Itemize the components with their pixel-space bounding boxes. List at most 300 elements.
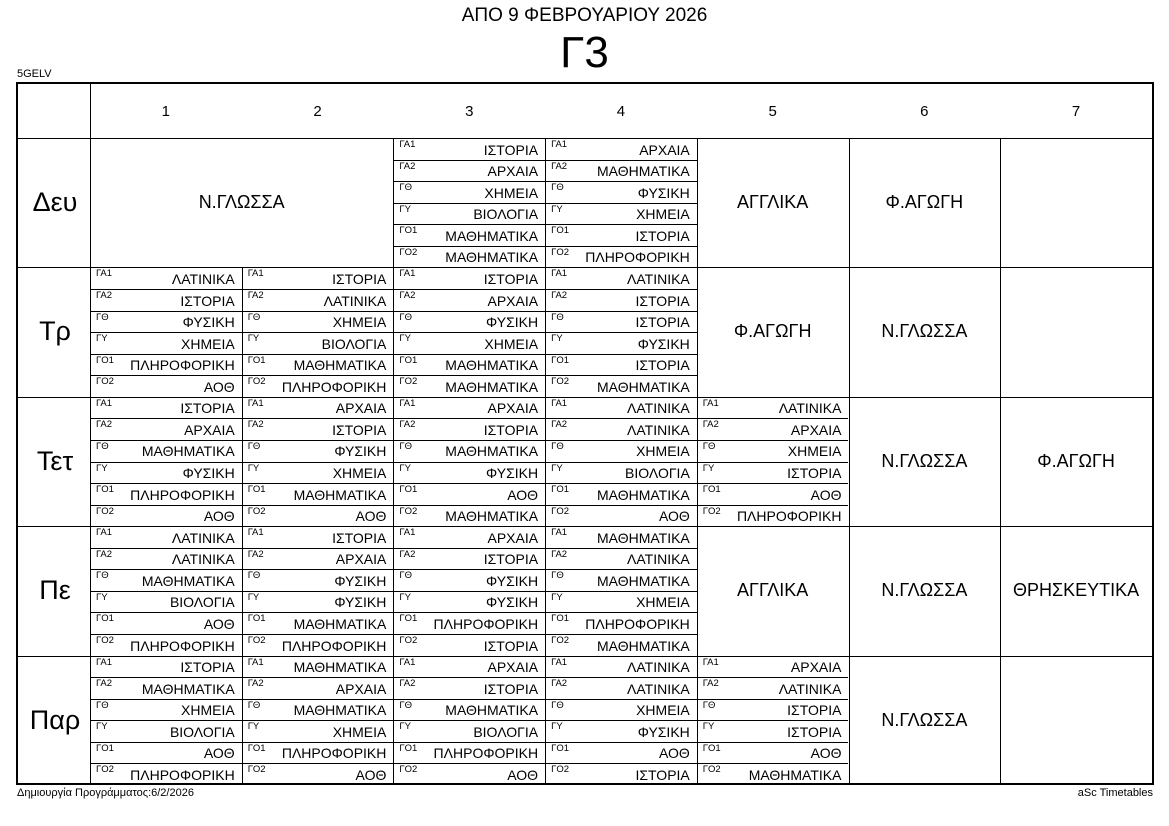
subject-name: ΧΗΜΕΙΑ bbox=[636, 443, 690, 460]
group-lesson bbox=[242, 699, 394, 721]
group-label: ΓΑ2 bbox=[247, 678, 264, 690]
group-lesson bbox=[545, 181, 697, 203]
subject-name: ΜΑΘΗΜΑΤΙΚΑ bbox=[445, 702, 539, 719]
period-header-1: 1 bbox=[161, 103, 171, 120]
subject-name: ΧΗΜΕΙΑ bbox=[484, 335, 539, 352]
footer-brand: aSc Timetables bbox=[1077, 787, 1153, 799]
group-lesson bbox=[545, 289, 697, 311]
group-label: ΓΑ2 bbox=[399, 160, 416, 172]
group-label: ΓΑ2 bbox=[702, 678, 719, 690]
group-label: ΓΑ1 bbox=[551, 397, 568, 409]
timetable-grid bbox=[16, 82, 1154, 785]
group-lesson bbox=[90, 311, 242, 333]
group-lesson bbox=[393, 160, 545, 182]
group-label: ΓΟ2 bbox=[551, 246, 569, 258]
subject-name: ΒΙΟΛΟΓΙΑ bbox=[473, 206, 539, 223]
group-label: ΓΑ1 bbox=[399, 268, 416, 280]
subject-name: ΧΗΜΕΙΑ bbox=[332, 465, 387, 482]
subject-name: ΠΛΗΡΟΦΟΡΙΚΗ bbox=[433, 616, 539, 633]
group-lesson bbox=[242, 656, 394, 678]
day-label: Πε bbox=[39, 575, 71, 606]
group-label: ΓΥ bbox=[399, 203, 411, 215]
group-lesson bbox=[393, 591, 545, 613]
lesson-cell bbox=[1000, 656, 1152, 785]
group-label: ΓΑ1 bbox=[551, 527, 568, 539]
group-lesson bbox=[242, 462, 394, 484]
group-lesson bbox=[545, 612, 697, 634]
subject-name: ΙΣΤΟΡΙΑ bbox=[483, 421, 539, 438]
group-label: ΓΑ2 bbox=[96, 678, 112, 690]
group-label: ΓΟ2 bbox=[247, 505, 266, 517]
group-label: ΓΟ1 bbox=[551, 742, 569, 754]
subject-name: ΙΣΤΟΡΙΑ bbox=[787, 723, 842, 740]
group-lesson bbox=[242, 526, 394, 548]
group-label: ΓΘ bbox=[551, 699, 564, 711]
group-label: ΓΟ2 bbox=[702, 505, 721, 517]
group-label: ΓΟ1 bbox=[702, 742, 721, 754]
subject-name: ΠΛΗΡΟΦΟΡΙΚΗ bbox=[585, 249, 690, 266]
group-label: ΓΥ bbox=[399, 333, 411, 345]
group-label: ΓΟ1 bbox=[399, 742, 418, 754]
lesson-cell: Φ.ΑΓΩΓΗ bbox=[1037, 450, 1115, 471]
period-header-7: 7 bbox=[1071, 103, 1081, 120]
group-lesson bbox=[242, 763, 394, 785]
subject-name: ΑΟΘ bbox=[355, 766, 387, 783]
subject-name: ΙΣΤΟΡΙΑ bbox=[483, 680, 539, 697]
timetable-subtitle: ΑΠΟ 9 ΦΕΒΡΟΥΑΡΙΟΥ 2026 bbox=[461, 5, 708, 26]
subject-name: ΧΗΜΕΙΑ bbox=[636, 206, 690, 223]
subject-name: ΙΣΤΟΡΙΑ bbox=[483, 551, 539, 568]
group-label: ΓΑ1 bbox=[96, 397, 112, 409]
lesson-cell: Φ.ΑΓΩΓΗ bbox=[885, 192, 964, 212]
subject-name: ΠΛΗΡΟΦΟΡΙΚΗ bbox=[130, 766, 235, 783]
group-lesson bbox=[697, 483, 849, 505]
group-lesson bbox=[90, 332, 242, 354]
group-label: ΓΟ1 bbox=[96, 742, 114, 754]
group-lesson bbox=[90, 267, 242, 289]
group-lesson bbox=[393, 224, 545, 246]
group-label: ΓΟ2 bbox=[551, 635, 569, 647]
group-label: ΓΟ2 bbox=[399, 246, 418, 258]
group-lesson bbox=[545, 160, 697, 182]
group-label: ΓΑ2 bbox=[96, 548, 112, 560]
group-label: ΓΑ2 bbox=[247, 548, 264, 560]
group-lesson bbox=[393, 677, 545, 699]
group-lesson bbox=[90, 483, 242, 505]
subject-name: ΑΟΘ bbox=[507, 486, 539, 503]
group-label: ΓΘ bbox=[96, 570, 109, 582]
subject-name: ΙΣΤΟΡΙΑ bbox=[787, 702, 842, 719]
group-lesson bbox=[697, 720, 849, 742]
group-label: ΓΟ2 bbox=[247, 635, 266, 647]
group-lesson bbox=[545, 548, 697, 570]
group-lesson bbox=[393, 203, 545, 225]
group-label: ΓΥ bbox=[551, 462, 563, 474]
subject-name: ΜΑΘΗΜΑΤΙΚΑ bbox=[596, 378, 690, 395]
subject-name: ΛΑΤΙΝΙΚΑ bbox=[171, 529, 235, 546]
group-lesson bbox=[242, 375, 394, 397]
subject-name: ΠΛΗΡΟΦΟΡΙΚΗ bbox=[130, 486, 235, 503]
subject-name: ΧΗΜΕΙΑ bbox=[636, 594, 690, 611]
group-lesson bbox=[697, 656, 849, 678]
group-label: ΓΘ bbox=[96, 311, 109, 323]
group-lesson bbox=[697, 505, 849, 527]
subject-name: ΑΟΘ bbox=[203, 616, 235, 633]
subject-name: ΑΡΧΑΙΑ bbox=[487, 163, 539, 180]
group-lesson bbox=[697, 397, 849, 419]
group-label: ΓΑ2 bbox=[702, 419, 719, 431]
group-lesson bbox=[242, 505, 394, 527]
group-label: ΓΑ2 bbox=[551, 289, 568, 301]
group-label: ΓΘ bbox=[399, 311, 413, 323]
group-label: ΓΘ bbox=[551, 440, 564, 452]
group-lesson bbox=[545, 569, 697, 591]
group-label: ΓΘ bbox=[96, 440, 109, 452]
subject-name: ΙΣΤΟΡΙΑ bbox=[635, 357, 690, 374]
lesson-cell bbox=[1000, 267, 1152, 396]
group-label: ΓΘ bbox=[399, 440, 413, 452]
group-lesson bbox=[545, 375, 697, 397]
group-lesson bbox=[242, 483, 394, 505]
group-lesson bbox=[90, 720, 242, 742]
group-lesson bbox=[393, 138, 545, 160]
group-label: ΓΟ1 bbox=[96, 354, 114, 366]
group-lesson bbox=[393, 462, 545, 484]
subject-name: ΛΑΤΙΝΙΚΑ bbox=[323, 292, 387, 309]
group-lesson bbox=[242, 418, 394, 440]
group-lesson bbox=[90, 289, 242, 311]
group-label: ΓΘ bbox=[247, 311, 261, 323]
subject-name: ΜΑΘΗΜΑΤΙΚΑ bbox=[293, 702, 387, 719]
group-lesson bbox=[545, 720, 697, 742]
day-label: Τρ bbox=[39, 316, 71, 347]
group-label: ΓΟ1 bbox=[96, 484, 114, 496]
subject-name: ΑΡΧΑΙΑ bbox=[184, 421, 235, 438]
group-lesson bbox=[393, 742, 545, 764]
lesson-cell: ΑΓΓΛΙΚΑ bbox=[737, 580, 809, 601]
group-label: ΓΘ bbox=[96, 699, 109, 711]
day-label: Δευ bbox=[32, 187, 78, 217]
group-label: ΓΟ1 bbox=[247, 613, 266, 625]
group-lesson bbox=[545, 656, 697, 678]
subject-name: ΠΛΗΡΟΦΟΡΙΚΗ bbox=[281, 378, 387, 395]
subject-name: ΦΥΣΙΚΗ bbox=[182, 314, 235, 331]
lesson-cell: ΑΓΓΛΙΚΑ bbox=[737, 192, 809, 212]
group-lesson bbox=[545, 483, 697, 505]
group-label: ΓΑ1 bbox=[399, 139, 416, 150]
group-lesson bbox=[242, 612, 394, 634]
group-lesson bbox=[242, 354, 394, 376]
subject-name: ΠΛΗΡΟΦΟΡΙΚΗ bbox=[130, 637, 235, 654]
group-lesson bbox=[393, 763, 545, 785]
group-label: ΓΟ2 bbox=[96, 635, 114, 647]
lesson-cell: Ν.ΓΛΩΣΣΑ bbox=[198, 192, 285, 212]
group-lesson bbox=[393, 526, 545, 548]
subject-name: ΜΑΘΗΜΑΤΙΚΑ bbox=[293, 616, 387, 633]
group-label: ΓΥ bbox=[247, 591, 260, 603]
group-lesson bbox=[90, 763, 242, 785]
lesson-cell: Ν.ΓΛΩΣΣΑ bbox=[881, 580, 968, 601]
group-lesson bbox=[545, 267, 697, 289]
group-lesson bbox=[545, 634, 697, 656]
group-lesson bbox=[242, 267, 394, 289]
group-label: ΓΟ2 bbox=[551, 376, 569, 388]
subject-name: ΠΛΗΡΟΦΟΡΙΚΗ bbox=[433, 745, 539, 762]
group-label: ΓΥ bbox=[247, 721, 260, 733]
subject-name: ΛΑΤΙΝΙΚΑ bbox=[627, 421, 690, 438]
subject-name: ΦΥΣΙΚΗ bbox=[486, 465, 539, 482]
subject-name: ΦΥΣΙΚΗ bbox=[334, 443, 387, 460]
subject-name: ΦΥΣΙΚΗ bbox=[486, 314, 539, 331]
group-label: ΓΘ bbox=[399, 182, 413, 194]
subject-name: ΛΑΤΙΝΙΚΑ bbox=[627, 270, 690, 287]
lesson-cell: ΘΡΗΣΚΕΥΤΙΚΑ bbox=[1012, 580, 1140, 601]
group-lesson bbox=[697, 462, 849, 484]
group-label: ΓΑ2 bbox=[399, 419, 416, 431]
subject-name: ΑΟΘ bbox=[810, 745, 842, 762]
group-lesson bbox=[545, 397, 697, 419]
group-label: ΓΑ1 bbox=[399, 397, 416, 409]
group-label: ΓΑ1 bbox=[96, 656, 112, 668]
subject-name: ΠΛΗΡΟΦΟΡΙΚΗ bbox=[130, 357, 235, 374]
group-label: ΓΟ1 bbox=[96, 613, 114, 625]
period-header-2: 2 bbox=[313, 103, 322, 120]
group-lesson bbox=[393, 332, 545, 354]
group-label: ΓΟ1 bbox=[399, 225, 418, 237]
group-label: ΓΟ1 bbox=[399, 354, 418, 366]
group-lesson bbox=[90, 375, 242, 397]
group-lesson bbox=[393, 246, 545, 268]
group-label: ΓΑ1 bbox=[702, 397, 719, 409]
group-label: ΓΘ bbox=[702, 440, 716, 452]
subject-name: ΦΥΣΙΚΗ bbox=[637, 723, 690, 740]
subject-name: ΜΑΘΗΜΑΤΙΚΑ bbox=[141, 680, 235, 697]
lesson-cell: Ν.ΓΛΩΣΣΑ bbox=[881, 450, 968, 471]
subject-name: ΑΟΘ bbox=[203, 378, 235, 395]
group-lesson bbox=[90, 699, 242, 721]
group-lesson bbox=[242, 548, 394, 570]
group-lesson bbox=[545, 138, 697, 160]
group-label: ΓΑ1 bbox=[247, 527, 264, 539]
group-lesson bbox=[393, 181, 545, 203]
subject-name: ΙΣΤΟΡΙΑ bbox=[787, 465, 842, 482]
group-label: ΓΑ1 bbox=[551, 656, 568, 668]
subject-name: ΒΙΟΛΟΓΙΑ bbox=[473, 723, 539, 740]
group-label: ΓΘ bbox=[247, 440, 261, 452]
group-lesson bbox=[697, 677, 849, 699]
group-label: ΓΑ2 bbox=[551, 678, 568, 690]
period-header-3: 3 bbox=[465, 103, 474, 120]
group-lesson bbox=[90, 569, 242, 591]
subject-name: ΛΑΤΙΝΙΚΑ bbox=[627, 659, 690, 676]
group-lesson bbox=[545, 311, 697, 333]
group-label: ΓΘ bbox=[551, 182, 564, 194]
subject-name: ΜΑΘΗΜΑΤΙΚΑ bbox=[445, 357, 539, 374]
group-label: ΓΟ1 bbox=[247, 484, 266, 496]
group-lesson bbox=[242, 591, 394, 613]
subject-name: ΧΗΜΕΙΑ bbox=[332, 723, 387, 740]
school-code: 5GELV bbox=[17, 68, 52, 80]
subject-name: ΙΣΤΟΡΙΑ bbox=[332, 421, 387, 438]
subject-name: ΙΣΤΟΡΙΑ bbox=[483, 141, 539, 158]
subject-name: ΛΑΤΙΝΙΚΑ bbox=[171, 270, 235, 287]
group-label: ΓΟ2 bbox=[399, 635, 418, 647]
subject-name: ΧΗΜΕΙΑ bbox=[332, 314, 387, 331]
subject-name: ΦΥΣΙΚΗ bbox=[486, 572, 539, 589]
subject-name: ΑΟΘ bbox=[658, 508, 690, 525]
subject-name: ΜΑΘΗΜΑΤΙΚΑ bbox=[596, 529, 690, 546]
subject-name: ΒΙΟΛΟΓΙΑ bbox=[169, 723, 235, 740]
group-lesson bbox=[697, 440, 849, 462]
group-label: ΓΘ bbox=[702, 699, 716, 711]
subject-name: ΦΥΣΙΚΗ bbox=[334, 594, 387, 611]
class-title: Γ3 bbox=[560, 28, 609, 77]
group-label: ΓΑ1 bbox=[96, 268, 112, 280]
subject-name: ΛΑΤΙΝΙΚΑ bbox=[778, 680, 842, 697]
subject-name: ΧΗΜΕΙΑ bbox=[181, 335, 235, 352]
group-lesson bbox=[393, 483, 545, 505]
group-label: ΓΘ bbox=[551, 570, 564, 582]
subject-name: ΛΑΤΙΝΙΚΑ bbox=[627, 551, 690, 568]
group-label: ΓΑ1 bbox=[399, 527, 416, 539]
subject-name: ΙΣΤΟΡΙΑ bbox=[332, 529, 387, 546]
subject-name: ΙΣΤΟΡΙΑ bbox=[483, 270, 539, 287]
subject-name: ΜΑΘΗΜΑΤΙΚΑ bbox=[445, 249, 539, 266]
subject-name: ΑΡΧΑΙΑ bbox=[487, 659, 539, 676]
lesson-cell: Ν.ΓΛΩΣΣΑ bbox=[881, 709, 968, 730]
group-lesson bbox=[90, 462, 242, 484]
subject-name: ΜΑΘΗΜΑΤΙΚΑ bbox=[293, 357, 387, 374]
group-lesson bbox=[393, 375, 545, 397]
group-label: ΓΟ1 bbox=[551, 354, 569, 366]
group-lesson bbox=[393, 418, 545, 440]
subject-name: ΛΑΤΙΝΙΚΑ bbox=[778, 400, 842, 417]
group-lesson bbox=[545, 742, 697, 764]
subject-name: ΙΣΤΟΡΙΑ bbox=[635, 766, 690, 783]
group-label: ΓΑ2 bbox=[551, 548, 568, 560]
subject-name: ΦΥΣΙΚΗ bbox=[637, 335, 690, 352]
group-label: ΓΑ2 bbox=[551, 419, 568, 431]
group-label: ΓΟ2 bbox=[399, 764, 418, 776]
group-lesson bbox=[393, 656, 545, 678]
group-label: ΓΟ2 bbox=[96, 764, 114, 776]
group-lesson bbox=[90, 634, 242, 656]
subject-name: ΜΑΘΗΜΑΤΙΚΑ bbox=[445, 227, 539, 244]
subject-name: ΛΑΤΙΝΙΚΑ bbox=[627, 400, 690, 417]
subject-name: ΑΡΧΑΙΑ bbox=[639, 141, 690, 158]
group-label: ΓΘ bbox=[551, 311, 564, 323]
day-label: Τετ bbox=[36, 445, 74, 476]
group-label: ΓΑ2 bbox=[551, 160, 568, 172]
subject-name: ΑΟΘ bbox=[810, 486, 842, 503]
group-label: ΓΘ bbox=[247, 570, 261, 582]
group-lesson bbox=[545, 203, 697, 225]
group-lesson bbox=[545, 246, 697, 268]
subject-name: ΑΡΧΑΙΑ bbox=[335, 400, 387, 417]
subject-name: ΜΑΘΗΜΑΤΙΚΑ bbox=[596, 486, 690, 503]
group-lesson bbox=[697, 418, 849, 440]
subject-name: ΑΡΧΑΙΑ bbox=[335, 680, 387, 697]
subject-name: ΑΟΘ bbox=[203, 745, 235, 762]
lesson-cell: Ν.ΓΛΩΣΣΑ bbox=[881, 321, 968, 342]
subject-name: ΠΛΗΡΟΦΟΡΙΚΗ bbox=[281, 745, 387, 762]
group-label: ΓΥ bbox=[399, 462, 411, 474]
subject-name: ΑΟΘ bbox=[203, 508, 235, 525]
subject-name: ΙΣΤΟΡΙΑ bbox=[635, 227, 690, 244]
group-label: ΓΟ2 bbox=[247, 764, 266, 776]
group-lesson bbox=[90, 591, 242, 613]
group-lesson bbox=[90, 677, 242, 699]
subject-name: ΠΛΗΡΟΦΟΡΙΚΗ bbox=[281, 637, 387, 654]
group-lesson bbox=[242, 742, 394, 764]
subject-name: ΧΗΜΕΙΑ bbox=[787, 443, 842, 460]
group-label: ΓΥ bbox=[96, 333, 108, 345]
subject-name: ΜΑΘΗΜΑΤΙΚΑ bbox=[293, 486, 387, 503]
group-lesson bbox=[242, 634, 394, 656]
group-label: ΓΟ1 bbox=[551, 613, 569, 625]
group-lesson bbox=[393, 720, 545, 742]
group-lesson bbox=[545, 591, 697, 613]
group-lesson bbox=[242, 440, 394, 462]
group-label: ΓΑ1 bbox=[96, 527, 112, 539]
subject-name: ΜΑΘΗΜΑΤΙΚΑ bbox=[445, 508, 539, 525]
subject-name: ΛΑΤΙΝΙΚΑ bbox=[171, 551, 235, 568]
subject-name: ΜΑΘΗΜΑΤΙΚΑ bbox=[445, 443, 539, 460]
group-label: ΓΑ1 bbox=[551, 268, 568, 280]
group-lesson bbox=[90, 526, 242, 548]
subject-name: ΜΑΘΗΜΑΤΙΚΑ bbox=[141, 443, 235, 460]
group-label: ΓΟ1 bbox=[247, 354, 266, 366]
group-label: ΓΟ1 bbox=[551, 225, 569, 237]
subject-name: ΦΥΣΙΚΗ bbox=[334, 572, 387, 589]
subject-name: ΧΗΜΕΙΑ bbox=[636, 702, 690, 719]
group-label: ΓΥ bbox=[551, 203, 563, 215]
subject-name: ΜΑΘΗΜΑΤΙΚΑ bbox=[596, 637, 690, 654]
subject-name: ΑΡΧΑΙΑ bbox=[790, 421, 842, 438]
subject-name: ΜΑΘΗΜΑΤΙΚΑ bbox=[293, 659, 387, 676]
subject-name: ΑΡΧΑΙΑ bbox=[487, 529, 539, 546]
group-lesson bbox=[393, 548, 545, 570]
subject-name: ΒΙΟΛΟΓΙΑ bbox=[625, 465, 690, 482]
subject-name: ΜΑΘΗΜΑΤΙΚΑ bbox=[445, 378, 539, 395]
group-label: ΓΥ bbox=[702, 721, 715, 733]
group-lesson bbox=[393, 354, 545, 376]
group-label: ΓΟ2 bbox=[96, 505, 114, 517]
group-label: ΓΥ bbox=[702, 462, 715, 474]
subject-name: ΑΟΘ bbox=[658, 745, 690, 762]
subject-name: ΜΑΘΗΜΑΤΙΚΑ bbox=[596, 163, 690, 180]
group-lesson bbox=[242, 397, 394, 419]
group-label: ΓΑ2 bbox=[96, 289, 112, 301]
group-lesson bbox=[90, 397, 242, 419]
group-label: ΓΥ bbox=[551, 591, 563, 603]
group-lesson bbox=[545, 440, 697, 462]
group-label: ΓΥ bbox=[399, 721, 411, 733]
group-lesson bbox=[697, 763, 849, 785]
group-lesson bbox=[393, 311, 545, 333]
group-lesson bbox=[393, 289, 545, 311]
group-lesson bbox=[393, 569, 545, 591]
subject-name: ΙΣΤΟΡΙΑ bbox=[180, 659, 235, 676]
group-lesson bbox=[393, 612, 545, 634]
lesson-cell: Φ.ΑΓΩΓΗ bbox=[733, 321, 812, 342]
group-label: ΓΟ2 bbox=[399, 505, 418, 517]
group-lesson bbox=[545, 332, 697, 354]
subject-name: ΑΟΘ bbox=[507, 766, 539, 783]
group-label: ΓΑ1 bbox=[551, 139, 568, 150]
group-lesson bbox=[90, 440, 242, 462]
group-lesson bbox=[90, 612, 242, 634]
